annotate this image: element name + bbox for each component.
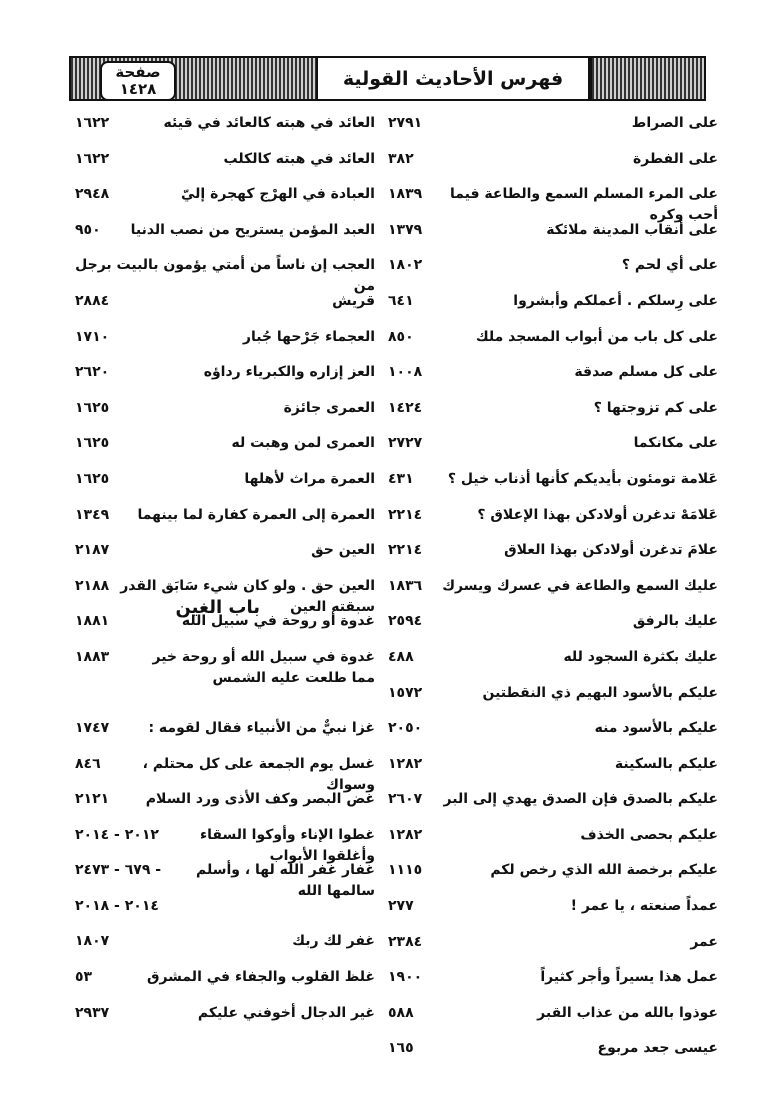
index-entry	[75, 327, 375, 363]
entry-number: ١٦٢٢	[75, 115, 110, 131]
index-entry	[75, 718, 375, 754]
page-number: ١٤٢٨	[119, 80, 157, 98]
entry-number: ٢٠١٢ - ٢٠١٤	[75, 826, 159, 843]
entry-text: غض البصر وكف الأذى ورد السلام	[145, 791, 375, 808]
index-entry	[388, 469, 718, 505]
entry-number: ٢٧٢٧	[388, 435, 423, 452]
entry-text: غلظ القلوب والجفاء في المشرق	[146, 969, 375, 986]
index-entry	[75, 754, 375, 793]
index-entry	[388, 113, 718, 149]
index-entry	[75, 398, 375, 434]
entry-number: ١٨٣٦	[388, 577, 423, 594]
index-entry	[388, 576, 718, 612]
entry-number: ١٣٧٩	[388, 221, 423, 238]
index-entry	[75, 860, 375, 900]
index-entry	[75, 967, 375, 1003]
entry-text: عليكم بحصى الخذف	[580, 826, 718, 843]
header-hatch-right	[590, 58, 704, 99]
entry-number: ١١١٥	[388, 862, 423, 879]
index-entry	[388, 896, 718, 932]
entry-number: ٢٨٨٤	[75, 292, 110, 309]
entry-text: عليكم بالسكينة	[614, 755, 718, 772]
index-entry	[388, 611, 718, 647]
entry-text: العمرى جائزة	[283, 399, 375, 416]
entry-text: على رِسلكم . أعملكم وأبشروا	[513, 292, 718, 309]
index-entry	[388, 362, 718, 398]
entry-number: ١٦٢٥	[75, 399, 110, 416]
entry-text: على كل مسلم صدقة	[574, 364, 718, 381]
entry-number: ١٠٠٨	[388, 364, 423, 381]
entry-number: ١٦٢٢	[75, 150, 110, 167]
entry-text: غطوا الإناء وأوكوا السقاء وأغلقوا الأبواب	[199, 826, 375, 864]
entry-text: عليكم بالصدق فإن الصدق يهدي إلى البر	[443, 791, 718, 808]
entry-number: ٢١٨٧	[75, 542, 110, 559]
entry-text: علامَ تدغرن أولادكن بهذا العلاق	[504, 542, 718, 559]
index-entry	[75, 540, 375, 576]
entry-text: على مكانكما	[633, 435, 718, 452]
index-entry	[388, 505, 718, 541]
entry-text: غسل يوم الجمعة على كل محتلم ، وسواك	[142, 755, 375, 793]
entry-number: ٢٧٧	[388, 898, 414, 915]
entry-text: عَلامة تومئون بأيديكم كأنها أذناب خيل ؟	[447, 470, 718, 487]
entry-number: ٣٨٢	[388, 150, 414, 167]
entry-number: ١٢٨٢	[388, 755, 423, 772]
index-entry	[75, 469, 375, 505]
index-column-right	[388, 113, 718, 1074]
entry-text: العمرة مراث لأهلها	[244, 470, 375, 487]
index-entry	[388, 718, 718, 754]
index-entry	[388, 149, 718, 185]
entry-text: العين حق . ولو كان شيء سَابَق القدر سبقته العين	[120, 577, 375, 615]
index-entry	[388, 540, 718, 576]
entry-number: ٦٤١	[388, 292, 414, 309]
entry-number: ١٤٢٤	[388, 399, 423, 416]
entry-number: ١٧١٠	[75, 328, 110, 345]
entry-text: غزا نبيٌّ من الأنبياء فقال لقومه :	[148, 719, 375, 736]
entry-text: عليك السمع والطاعة في عسرك ويسرك	[442, 577, 718, 594]
entry-text: العمرى لمن وهبت له	[231, 435, 375, 452]
entry-number: ٢١٨٨	[75, 577, 110, 594]
entry-number: ١٨٠٢	[388, 257, 423, 274]
entry-number: ٨٤٦	[75, 755, 101, 772]
entry-number: ٢٦٠٧	[388, 791, 423, 808]
entry-number: ١٥٧٢	[388, 684, 423, 701]
index-entry	[75, 113, 375, 149]
index-entry	[75, 647, 375, 718]
entry-number: ٢٢١٤	[388, 542, 423, 559]
entry-text: العائد في هبته كالكلب	[223, 150, 375, 167]
index-entry	[388, 967, 718, 1003]
index-entry	[388, 184, 718, 224]
entry-text: على أي لحم ؟	[621, 257, 718, 274]
index-entry	[388, 825, 718, 861]
entry-number: ٤٣١	[388, 470, 414, 487]
index-entry	[75, 505, 375, 541]
entry-text: غدوة في سبيل الله أو روحة خير مما طلعت عليه الشمس	[152, 648, 375, 686]
entry-text: على الصراط	[631, 115, 718, 131]
entry-number: ٥٨٨	[388, 1004, 414, 1021]
entry-text: عوذوا بالله من عذاب القبر	[537, 1004, 718, 1021]
index-column-left	[75, 113, 375, 1038]
section-heading-text: باب الغين	[175, 597, 260, 619]
index-entry	[388, 860, 718, 896]
entry-number: ٨٥٠	[388, 328, 414, 345]
entry-number: ٢٢١٤	[388, 506, 423, 523]
entry-text: عمر	[690, 933, 718, 950]
entry-text: عليكم بالأسود منه	[594, 720, 718, 737]
index-entry	[75, 825, 375, 864]
entry-text: عليك بكثرة السجود لله	[563, 648, 718, 665]
entry-text: العجماء جَرْحها جُبار	[242, 328, 375, 345]
index-entry	[388, 433, 718, 469]
entry-text: العبادة في الهرْج كهجرة إليّ	[181, 186, 375, 203]
entry-number: ٢٣٨٤	[388, 933, 423, 950]
entry-number: ٢٦٢٠	[75, 364, 110, 381]
index-entry	[75, 184, 375, 220]
index-entry	[75, 1003, 375, 1039]
entry-number: ٢٠٥٠	[388, 720, 423, 737]
entry-number: ١٩٠٠	[388, 969, 423, 986]
index-entry	[75, 362, 375, 398]
entry-text: على كل باب من أبواب المسجد ملك	[475, 328, 718, 345]
entry-text: عليك بالرفق	[632, 613, 718, 630]
entry-number: ٥٣	[75, 969, 93, 986]
entry-text: العمرة إلى العمرة كفارة لما بينهما	[137, 506, 375, 523]
entry-text: العبد المؤمن يستريح من نصب الدنيا	[130, 221, 375, 238]
entry-text: عمداً صنعته ، يا عمر !	[570, 898, 718, 915]
entry-text: عمل هذا يسيراً وأجر كثيراً	[540, 969, 718, 986]
page-label: صفحة	[115, 63, 161, 81]
index-entry	[75, 220, 375, 256]
index-entry	[388, 291, 718, 327]
entry-number: ١٧٤٧	[75, 719, 110, 736]
entry-text: العائد في هبته كالعائد في قيئه	[163, 115, 375, 131]
index-entry	[75, 931, 375, 967]
entry-number: ١٨٠٧	[75, 933, 110, 950]
entry-number: ٤٨٨	[388, 648, 414, 665]
entry-number: ١٨٣٩	[388, 186, 423, 203]
index-entry	[388, 647, 718, 683]
index-entry	[388, 789, 718, 825]
entry-number: ١٦٢٥	[75, 435, 110, 452]
entry-number: ٢٩٣٧	[75, 1004, 110, 1021]
index-entry	[388, 683, 718, 719]
index-entry	[75, 255, 375, 295]
entry-number: ٢٥٩٤	[388, 613, 423, 630]
entry-text: غير الدجال أخوفني عليكم	[197, 1004, 375, 1021]
index-entry	[388, 932, 718, 968]
entry-text: على كم تزوجتها ؟	[593, 399, 718, 416]
entry-text: على المرء المسلم السمع والطاعة فيما أحب وكره	[450, 186, 718, 224]
entry-text: عيسى جعد مربوع	[597, 1040, 718, 1057]
entry-text: العز إزاره والكبرياء رداؤه	[203, 364, 375, 381]
entry-number: ٩٥٠	[75, 221, 101, 238]
entry-number: ١٨٨٣	[75, 648, 110, 665]
entry-text: على أنقاب المدينة ملائكة	[546, 221, 718, 238]
entry-text: العجب إن ناساً من أمتي يؤمون بالبيت برجل من	[75, 257, 375, 295]
entry-number: ١٢٨٢	[388, 826, 423, 843]
entry-number: ٢١٢١	[75, 791, 110, 808]
entry-number: ١٨٨١	[75, 613, 110, 630]
entry-number: ١٦٥	[388, 1040, 414, 1057]
index-entry	[388, 754, 718, 790]
index-entry	[75, 433, 375, 469]
index-entry	[388, 327, 718, 363]
header-title: فهرس الأحاديث القولية	[316, 58, 590, 99]
entry-text: العين حق	[311, 542, 375, 559]
entry-text: على الفطرة	[632, 150, 718, 167]
entry-text: قريش	[332, 292, 375, 309]
entry-text: غفر لك ربك	[292, 933, 375, 950]
entry-number: ١٦٢٥	[75, 470, 110, 487]
entry-number: ٦٧٩ - ٢٤٧٣ -	[75, 862, 162, 879]
entry-number: ٢٠١٤ - ٢٠١٨	[75, 897, 159, 914]
entry-text: غدوة أو روحة في سبيل الله	[181, 613, 375, 630]
entry-text: عليكم بالأسود البهيم ذي النقطتين	[482, 684, 718, 701]
index-entry	[388, 1038, 718, 1074]
entry-number: ١٣٤٩	[75, 506, 110, 523]
entry-text: عليكم برخصة الله الذي رخص لكم	[490, 862, 718, 879]
entry-number: ٢٩٤٨	[75, 186, 110, 203]
entry-text: عَلامَهْ تدغرن أولادكن بهذا الإعلاق ؟	[477, 506, 718, 523]
index-entry	[388, 1003, 718, 1039]
entry-text: غفار غفر الله لها ، وأسلم سالمها الله	[196, 862, 375, 900]
index-entry	[388, 255, 718, 291]
index-entry	[388, 398, 718, 434]
index-entry	[75, 149, 375, 185]
page-number-box	[100, 61, 176, 101]
entry-number: ٢٧٩١	[388, 115, 423, 131]
